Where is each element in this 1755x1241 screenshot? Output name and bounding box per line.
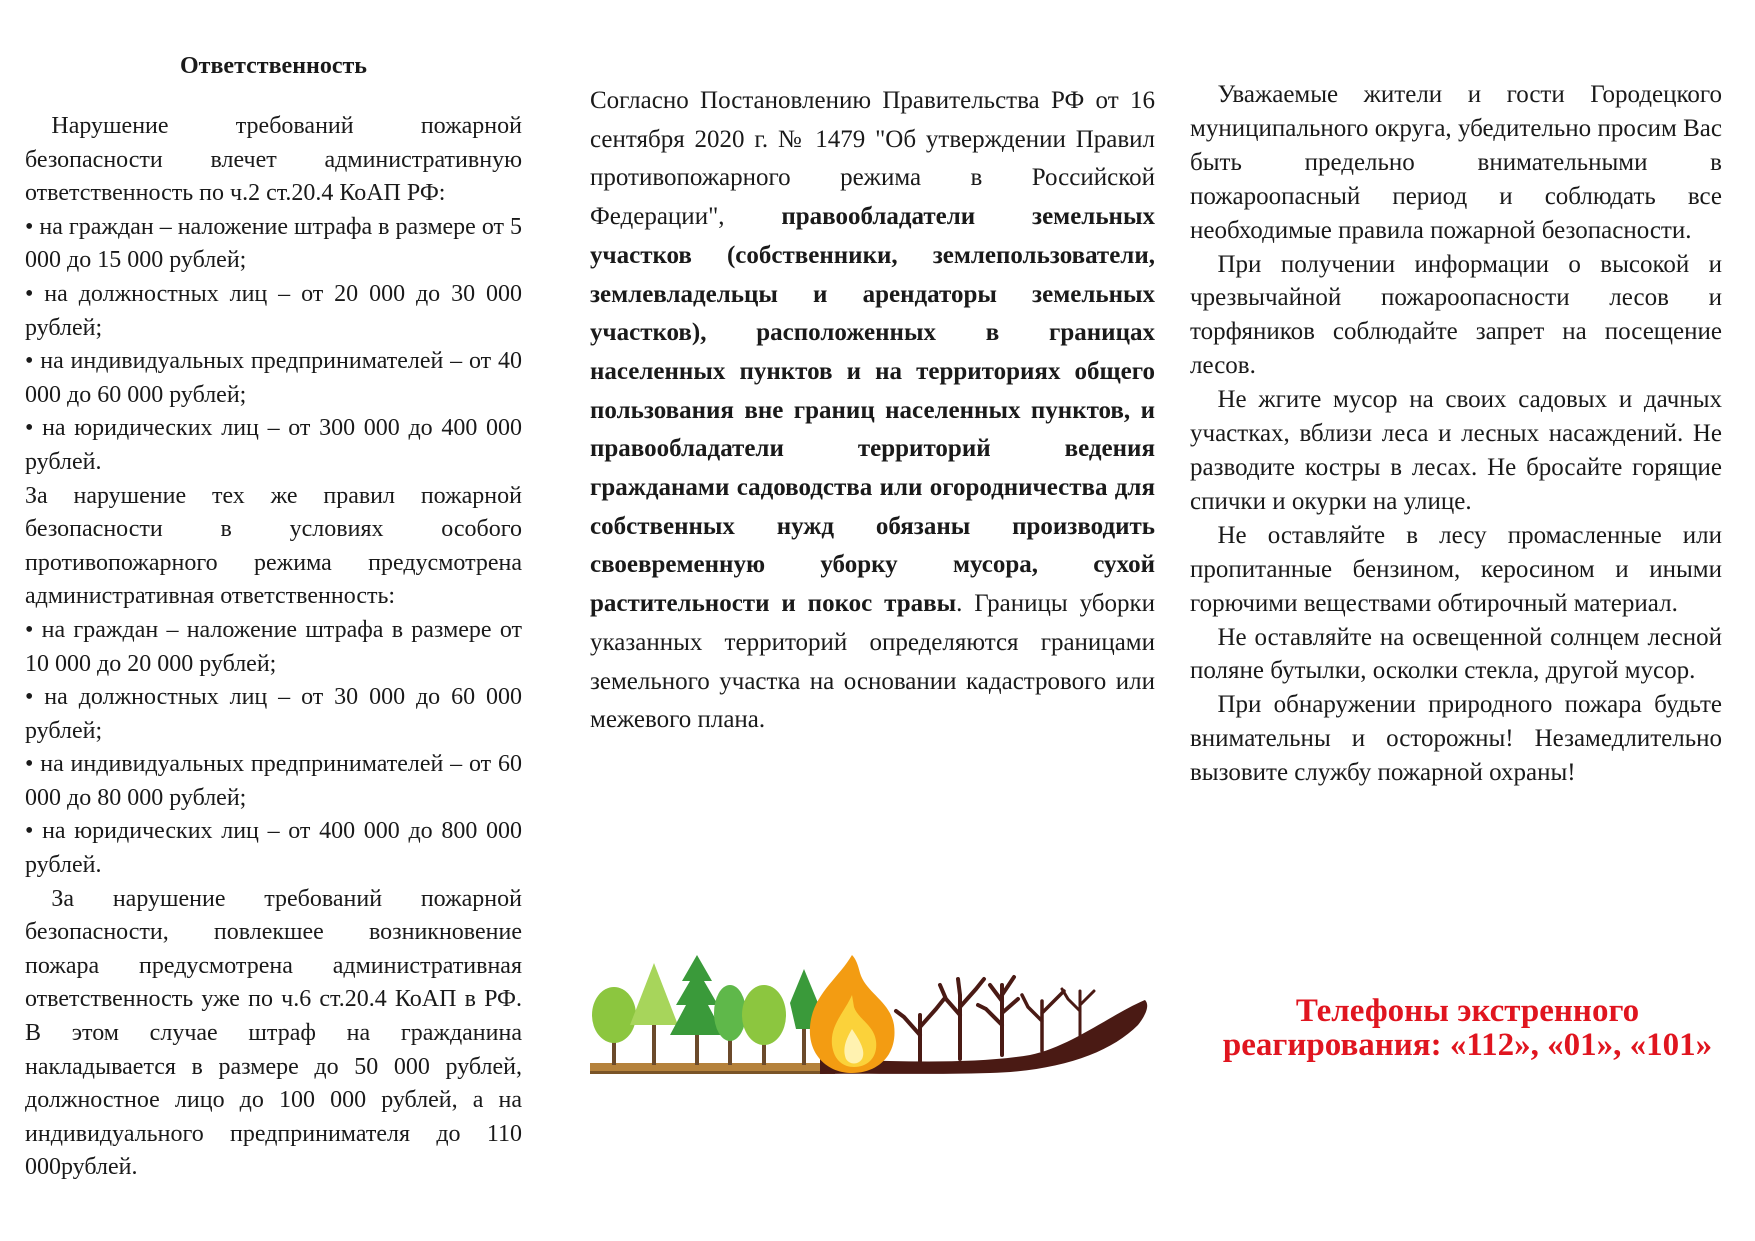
regulation-outro: . Границы уборки указанных территорий определяются границами земельного участка на основании кадастрового или межевого плана.: [590, 590, 1156, 734]
paragraph: Не оставляйте на освещенной солнцем лесной поляне бутылки, осколки стекла, другой мусор.: [1190, 623, 1722, 685]
ground-strip-dark: [590, 1071, 835, 1074]
emergency-phones-line1: Телефоны экстренного: [1295, 993, 1640, 1029]
ground-strip: [590, 1063, 835, 1071]
list-item: • на должностных лиц – от 30 000 до 60 000 рублей;: [25, 684, 522, 744]
list-item: • на должностных лиц – от 20 000 до 30 000 рублей;: [25, 280, 522, 341]
right-body: [1190, 78, 1722, 790]
left-body: [25, 110, 522, 1185]
paragraph: Нарушение требований пожарной безопасности влечет административную ответственность по ч.2 ст.20.4 КоАП РФ:: [25, 113, 522, 207]
section-title: Ответственность: [180, 53, 367, 79]
list-item: • на граждан – наложение штрафа в размере от 10 000 до 20 000 рублей;: [25, 616, 522, 677]
regulation-obligations: правообладатели земельных участков (собственники, землепользователи, землевладельцы и арендаторы земельных участков), расположенных в границах населенных пунктов и на территориях общего пользования вне границ населенных пунктов, и правообладатели территорий ведения гражданами садоводства или огородничества для собственных нужд обязаны производить своевременную уборку мусора, сухой растительности и покос травы: [590, 203, 1155, 618]
paragraph: При обнаружении природного пожара будьте внимательны и осторожны! Незамедлительно вызовите службу пожарной охраны!: [1190, 691, 1722, 787]
paragraph: За нарушение требований пожарной безопасности, повлекшее возникновение пожара предусмотрена административная ответственность уже по ч.6 ст.20.4 КоАП в РФ. В этом случае штраф на гражданина накладывается в размере до 50 000 рублей, должностное лицо до 100 000 рублей, а на индивидуального предпринимателя до 110 000рублей.: [25, 885, 522, 1181]
paragraph: При получении информации о высокой и чрезвычайной пожароопасности лесов и торфяников соблюдайте запрет на посещение лесов.: [1190, 250, 1722, 380]
paragraph: Уважаемые жители и гости Городецкого муниципального округа, убедительно просим Вас быть предельно внимательными в пожароопасный период и соблюдать все необходимые правила пожарной безопасности.: [1190, 81, 1722, 244]
fire-flame: [810, 955, 895, 1073]
emergency-phones: [1185, 994, 1750, 1062]
emergency-phones-line2: реагирования: «112», «01», «101»: [1222, 1027, 1713, 1063]
list-item: • на индивидуальных предпринимателей – от 60 000 до 80 000 рублей;: [25, 751, 522, 811]
middle-body: [590, 82, 1155, 740]
list-item: • на юридических лиц – от 300 000 до 400 000 рублей.: [25, 415, 522, 475]
paragraph: За нарушение тех же правил пожарной безопасности в условиях особого противопожарного режима предусмотрена административная ответственность:: [25, 482, 522, 610]
list-item: • на индивидуальных предпринимателей – от 40 000 до 60 000 рублей;: [25, 348, 522, 408]
paragraph: Не жгите мусор на своих садовых и дачных участках, вблизи леса и лесных насаждений. Не разводите костры в лесах. Не бросайте горящие спички и окурки на улице.: [1190, 386, 1722, 515]
list-item: • на юридических лиц – от 400 000 до 800 000 рублей.: [25, 818, 522, 879]
regulation-intro: Согласно Постановлению Правительства РФ от 16 сентября 2020 г. № 1479 "Об утверждении Правил противопожарного режима в Российской Федерации",: [590, 87, 1155, 231]
list-item: • на граждан – наложение штрафа в размере от 5 000 до 15 000 рублей;: [25, 213, 522, 274]
paragraph: Не оставляйте в лесу промасленные или пропитанные бензином, керосином и иными горючими веществами обтирочный материал.: [1190, 521, 1722, 617]
regulation-paragraph: [590, 82, 1155, 740]
forest-fire-illustration: [590, 955, 1155, 1080]
green-trees: [592, 955, 818, 1065]
